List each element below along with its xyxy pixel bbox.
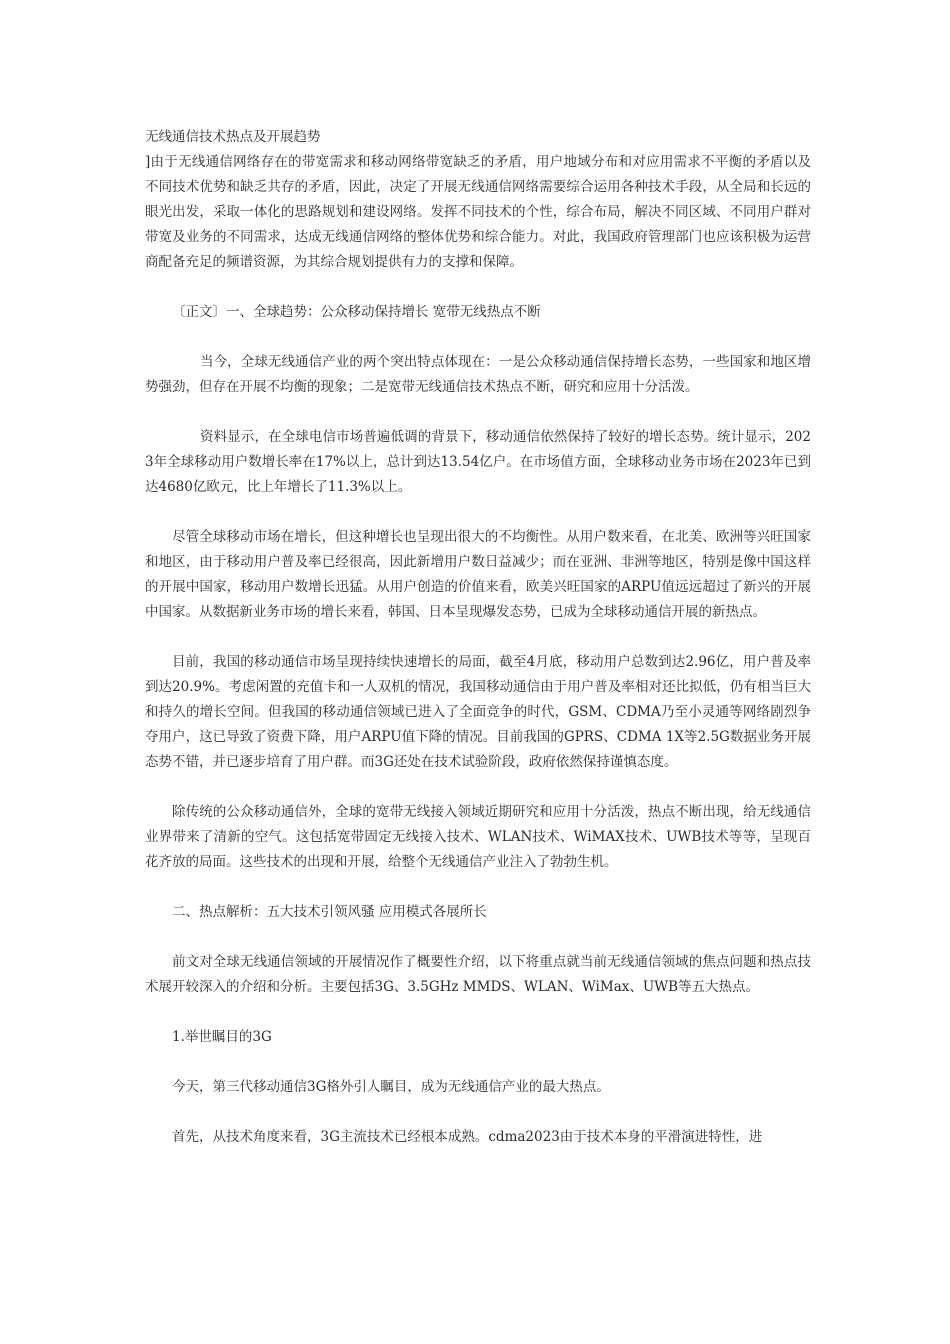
paragraph-2: 资料显示，在全球电信市场普遍低调的背景下，移动通信依然保持了较好的增长态势。统计显示，2023年全球移动用户数增长率在17%以上，总计到达13.54亿户。在市场值方面，全球移动业务市场在2023年已到达4680亿欧元，比上年增长了11.3%以上。 <box>145 429 811 495</box>
paragraph-6: 前文对全球无线通信领域的开展情况作了概要性介绍，以下将重点就当前无线通信领域的焦点问题和热点技术展开较深入的介绍和分析。主要包括3G、3.5GHz MMDS、WLAN、WiMax、UWB等五大热点。 <box>145 954 811 995</box>
intro-paragraph: ]由于无线通信网络存在的带宽需求和移动网络带宽缺乏的矛盾，用户地域分布和对应用需求不平衡的矛盾以及不同技术优势和缺乏共存的矛盾，因此，决定了开展无线通信网络需要综合运用各种技术手段，从全局和长远的眼光出发，采取一体化的思路规划和建设网络。发挥不同技术的个性，综合布局，解决不同区域、不同用户群对带宽及业务的不同需求，达成无线通信网络的整体优势和综合能力。对此，我国政府管理部门也应该积极为运营商配备充足的频谱资源，为其综合规划提供有力的支撑和保障。 <box>145 154 811 270</box>
paragraph-1: 当今，全球无线通信产业的两个突出特点体现在：一是公众移动通信保持增长态势，一些国家和地区增势强劲，但存在开展不均衡的现象；二是宽带无线通信技术热点不断，研究和应用十分活泼。 <box>145 354 811 395</box>
spacer <box>145 1050 811 1075</box>
section-heading-2: 二、热点解析：五大技术引领风骚 应用模式各展所长 <box>172 904 487 920</box>
spacer <box>145 625 811 650</box>
paragraph-5: 除传统的公众移动通信外，全球的宽带无线接入领域近期研究和应用十分活泼，热点不断出现，给无线通信业界带来了清新的空气。这包括宽带固定无线接入技术、WLAN技术、WiMAX技术、UWB技术等等，呈现百花齐放的局面。这些技术的出现和开展，给整个无线通信产业注入了勃勃生机。 <box>145 804 811 870</box>
document-page <box>145 125 811 1150</box>
subsection-heading-3g: 1.举世瞩目的3G <box>172 1029 272 1045</box>
spacer <box>145 275 811 300</box>
spacer <box>145 875 811 900</box>
spacer <box>145 1000 811 1025</box>
paragraph-4: 目前，我国的移动通信市场呈现持续快速增长的局面，截至4月底，移动用户总数到达2.96亿，用户普及率到达20.9%。考虑闲置的充值卡和一人双机的情况，我国移动通信由于用户普及率相对还比拟低，仍有相当巨大和持久的增长空间。但我国的移动通信领域已进入了全面竞争的时代，GSM、CDMA乃至小灵通等网络剧烈争夺用户，这已导致了资费下降，用户ARPU值下降的情况。目前我国的GPRS、CDMA 1X等2.5G数据业务开展态势不错，并已逐步培育了用户群。而3G还处在技术试验阶段，政府依然保持谨慎态度。 <box>145 654 811 770</box>
paragraph-3: 尽管全球移动市场在增长，但这种增长也呈现出很大的不均衡性。从用户数来看，在北美、欧洲等兴旺国家和地区，由于移动用户普及率已经很高，因此新增用户数日益减少；而在亚洲、非洲等地区，特别是像中国这样的开展中国家，移动用户数增长迅猛。从用户创造的价值来看，欧美兴旺国家的ARPU值远远超过了新兴的开展中国家。从数据新业务市场的增长来看，韩国、日本呈现爆发态势，已成为全球移动通信开展的新热点。 <box>145 529 811 620</box>
spacer <box>145 500 811 525</box>
paragraph-8: 首先，从技术角度来看，3G主流技术已经根本成熟。cdma2023由于技术本身的平滑演进特性，进 <box>172 1129 763 1145</box>
spacer <box>145 325 811 350</box>
spacer <box>145 1100 811 1125</box>
spacer <box>145 400 811 425</box>
spacer <box>145 925 811 950</box>
paragraph-7: 今天，第三代移动通信3G格外引人瞩目，成为无线通信产业的最大热点。 <box>172 1079 610 1095</box>
section-heading-1: 〔正文〕一、全球趋势：公众移动保持增长 宽带无线热点不断 <box>172 304 541 320</box>
document-title: 无线通信技术热点及开展趋势 <box>145 129 321 145</box>
spacer <box>145 775 811 800</box>
